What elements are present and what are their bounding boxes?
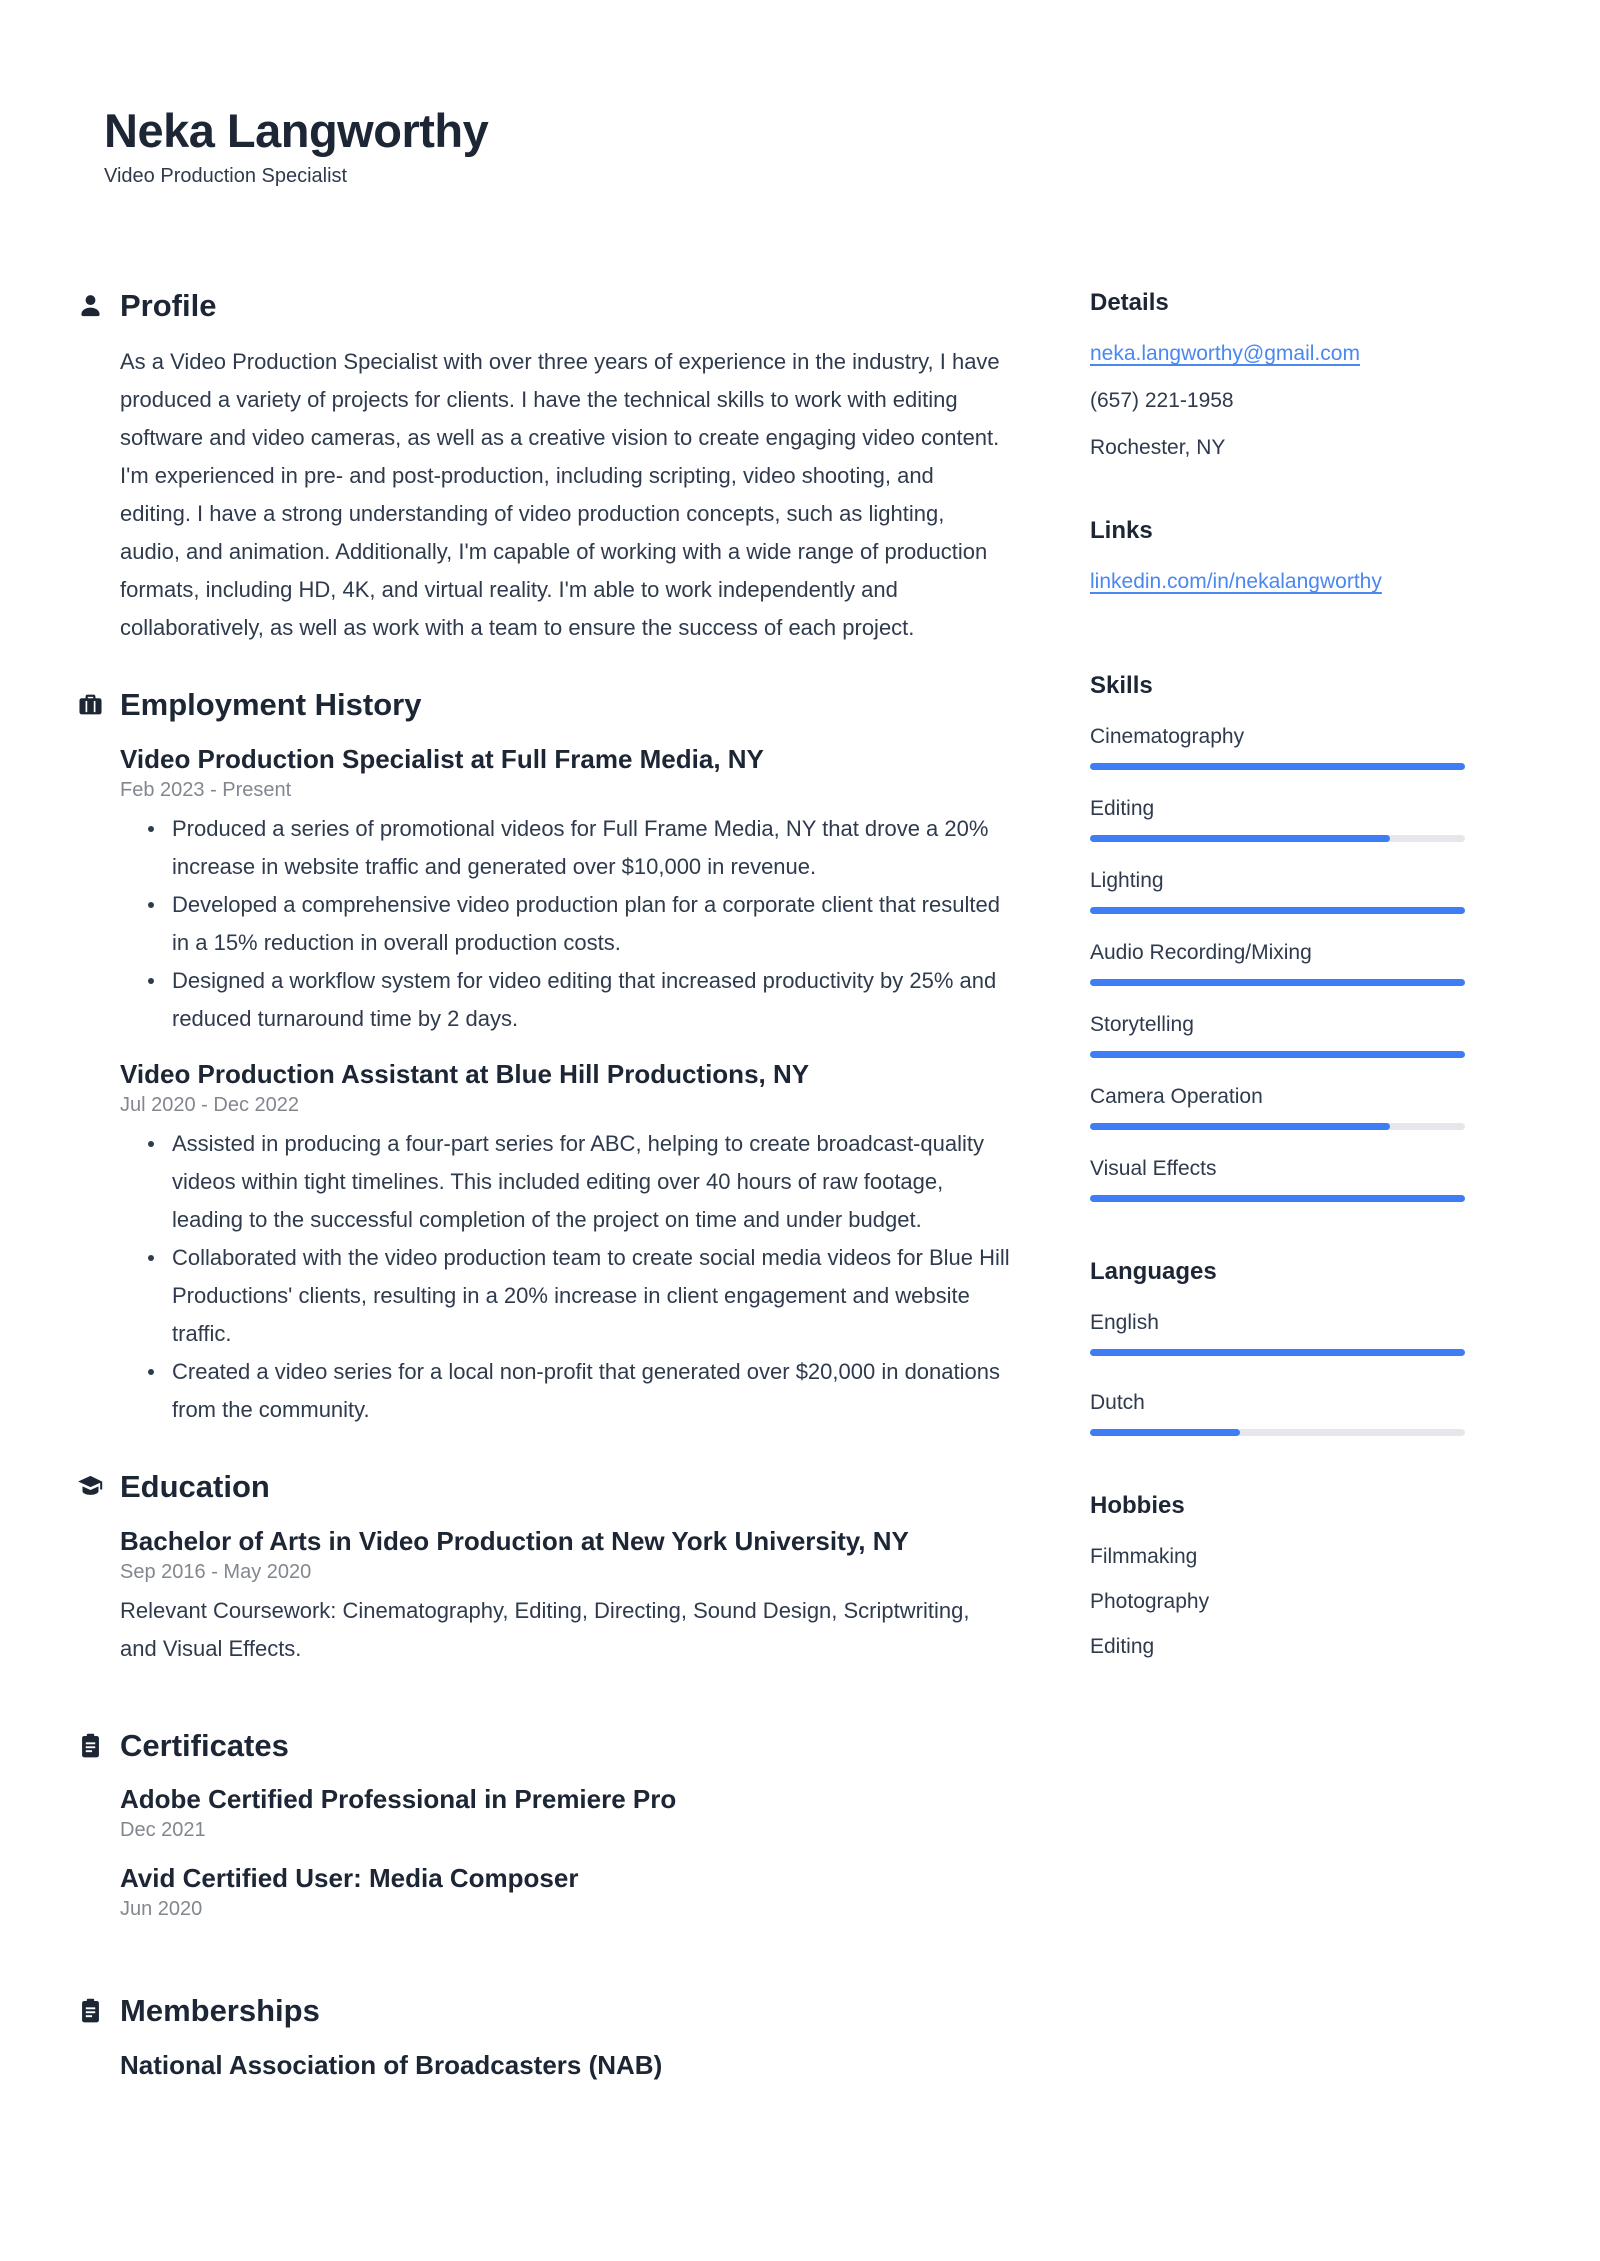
main-column xyxy=(104,0,1010,2081)
education-dates: Sep 2016 - May 2020 xyxy=(120,1560,312,1583)
skill-item xyxy=(1090,1156,1465,1202)
language-label: Dutch xyxy=(1090,1391,1145,1414)
skill-label: Camera Operation xyxy=(1090,1085,1263,1108)
memberships-heading-row xyxy=(120,1993,1010,2029)
email-link[interactable]: neka.langworthy@gmail.com xyxy=(1090,342,1360,365)
skill-bar-track xyxy=(1090,1123,1465,1130)
skill-label: Storytelling xyxy=(1090,1013,1194,1036)
education-heading: Education xyxy=(120,1469,270,1505)
language-item xyxy=(1090,1390,1465,1436)
job-bullet: Assisted in producing a four-part series for ABC, helping to create broadcast-quality videos within tight timelines. This included editing over 40 hours of raw footage, leading to the successful completion of the project on time and under budget. xyxy=(120,1125,1010,1239)
skill-label: Visual Effects xyxy=(1090,1157,1217,1180)
languages-heading: Languages xyxy=(1090,1258,1217,1285)
profile-heading-row xyxy=(120,288,1010,324)
job-bullet: Produced a series of promotional videos for Full Frame Media, NY that drove a 20% increase in website traffic and generated over $10,000 in revenue. xyxy=(120,810,1010,886)
job-bullet-list xyxy=(120,1125,1010,1429)
briefcase-icon xyxy=(77,691,104,718)
job-bullet: Created a video series for a local non-profit that generated over $20,000 in donations from the community. xyxy=(120,1353,1010,1429)
degree-title: Bachelor of Arts in Video Production at New York University, NY xyxy=(120,1525,909,1556)
skill-label: Editing xyxy=(1090,797,1155,820)
sidebar-details xyxy=(1090,289,1465,461)
job-entry xyxy=(120,743,1010,1038)
hobby-item: Editing xyxy=(1090,1635,1155,1658)
certificate-entry xyxy=(120,1862,1010,1921)
certificates-heading: Certificates xyxy=(120,1727,289,1763)
employment-heading-row xyxy=(120,687,1010,723)
hobby-item: Filmmaking xyxy=(1090,1545,1198,1568)
skill-item xyxy=(1090,724,1465,770)
job-entry xyxy=(120,1058,1010,1429)
certificate-dates: Jun 2020 xyxy=(120,1898,203,1921)
certificate-dates: Dec 2021 xyxy=(120,1819,206,1842)
skill-bar-fill xyxy=(1090,1123,1390,1130)
sidebar-hobbies xyxy=(1090,1492,1465,1660)
memberships-heading: Memberships xyxy=(120,1993,320,2029)
sidebar-links xyxy=(1090,517,1465,616)
hobbies-heading: Hobbies xyxy=(1090,1492,1185,1519)
linkedin-link[interactable]: linkedin.com/in/nekalangworthy xyxy=(1090,570,1382,593)
education-heading-row xyxy=(120,1469,1010,1505)
language-label: English xyxy=(1090,1311,1159,1334)
job-dates: Jul 2020 - Dec 2022 xyxy=(120,1094,300,1117)
sidebar-languages xyxy=(1090,1258,1465,1436)
membership-title: National Association of Broadcasters (NAB) xyxy=(120,2049,663,2080)
skill-label: Audio Recording/Mixing xyxy=(1090,941,1312,964)
skill-bar-fill xyxy=(1090,1195,1465,1202)
resume-header xyxy=(104,0,1010,188)
skill-item xyxy=(1090,940,1465,986)
details-heading: Details xyxy=(1090,289,1169,316)
skill-bar-fill xyxy=(1090,835,1390,842)
clipboard-icon xyxy=(77,1997,104,2024)
job-bullet-list xyxy=(120,810,1010,1038)
sidebar xyxy=(1090,0,1465,2081)
skill-item xyxy=(1090,1084,1465,1130)
candidate-name: Neka Langworthy xyxy=(104,104,489,157)
section-certificates xyxy=(120,1728,1010,1922)
person-icon xyxy=(77,292,104,319)
skill-bar-track xyxy=(1090,835,1465,842)
job-title: Video Production Specialist at Full Frame Media, NY xyxy=(120,744,764,775)
certificates-heading-row xyxy=(120,1728,1010,1764)
section-employment-history xyxy=(120,687,1010,1429)
candidate-job-title: Video Production Specialist xyxy=(104,164,348,187)
certificate-title: Adobe Certified Professional in Premiere Pro xyxy=(120,1784,677,1815)
job-bullet: Developed a comprehensive video production plan for a corporate client that resulted in a 15% reduction in overall production costs. xyxy=(120,886,1010,962)
section-profile xyxy=(120,288,1010,648)
profile-heading: Profile xyxy=(120,287,217,323)
skill-bar-fill xyxy=(1090,907,1465,914)
graduation-cap-icon xyxy=(77,1473,104,1500)
skill-bar-track xyxy=(1090,1195,1465,1202)
skill-bar-fill xyxy=(1090,1051,1465,1058)
skill-label: Cinematography xyxy=(1090,725,1245,748)
education-description: Relevant Coursework: Cinematography, Editing, Directing, Sound Design, Scriptwriting, and Visual Effects. xyxy=(120,1597,970,1661)
job-title: Video Production Assistant at Blue Hill Productions, NY xyxy=(120,1059,810,1090)
job-bullet: Collaborated with the video production team to create social media videos for Blue Hill Productions' clients, resulting in a 20% increase in client engagement and website traffic. xyxy=(120,1239,1010,1353)
section-memberships xyxy=(120,1993,1010,2081)
job-dates: Feb 2023 - Present xyxy=(120,779,292,802)
skill-label: Lighting xyxy=(1090,869,1164,892)
language-bar-track xyxy=(1090,1349,1465,1356)
profile-text: As a Video Production Specialist with over three years of experience in the industry, I have produced a variety of projects for clients. I have the technical skills to work with editing software and video cameras, as well as a creative vision to create engaging video content. I'm experienced in pre- and post-production, including scripting, video shooting, and editing. I have a strong understanding of video production concepts, such as lighting, audio, and animation. Additionally, I'm capable of working with a wide range of production formats, including HD, 4K, and virtual reality. I'm able to work independently and collaboratively, as well as work with a team to ensure the success of each project. xyxy=(120,349,1000,641)
job-bullet: Designed a workflow system for video editing that increased productivity by 25% and reduced turnaround time by 2 days. xyxy=(120,962,1010,1038)
language-bar-fill xyxy=(1090,1349,1465,1356)
section-education xyxy=(120,1469,1010,1668)
skill-bar-track xyxy=(1090,1051,1465,1058)
certificate-entry xyxy=(120,1783,1010,1842)
skill-item xyxy=(1090,868,1465,914)
language-item xyxy=(1090,1310,1465,1356)
skill-bar-track xyxy=(1090,979,1465,986)
skills-heading: Skills xyxy=(1090,672,1153,699)
skill-bar-track xyxy=(1090,763,1465,770)
skill-bar-fill xyxy=(1090,763,1465,770)
clipboard-icon xyxy=(77,1732,104,1759)
skill-item xyxy=(1090,1012,1465,1058)
certificate-title: Avid Certified User: Media Composer xyxy=(120,1863,579,1894)
skill-item xyxy=(1090,796,1465,842)
links-heading: Links xyxy=(1090,517,1153,544)
sidebar-skills xyxy=(1090,672,1465,1202)
phone-number: (657) 221-1958 xyxy=(1090,389,1234,412)
language-bar-track xyxy=(1090,1429,1465,1436)
employment-heading: Employment History xyxy=(120,687,422,723)
education-entry xyxy=(120,1525,1010,1668)
skill-bar-track xyxy=(1090,907,1465,914)
location: Rochester, NY xyxy=(1090,436,1226,459)
hobby-item: Photography xyxy=(1090,1590,1210,1613)
skill-bar-fill xyxy=(1090,979,1465,986)
language-bar-fill xyxy=(1090,1429,1240,1436)
membership-entry xyxy=(120,2049,1010,2081)
